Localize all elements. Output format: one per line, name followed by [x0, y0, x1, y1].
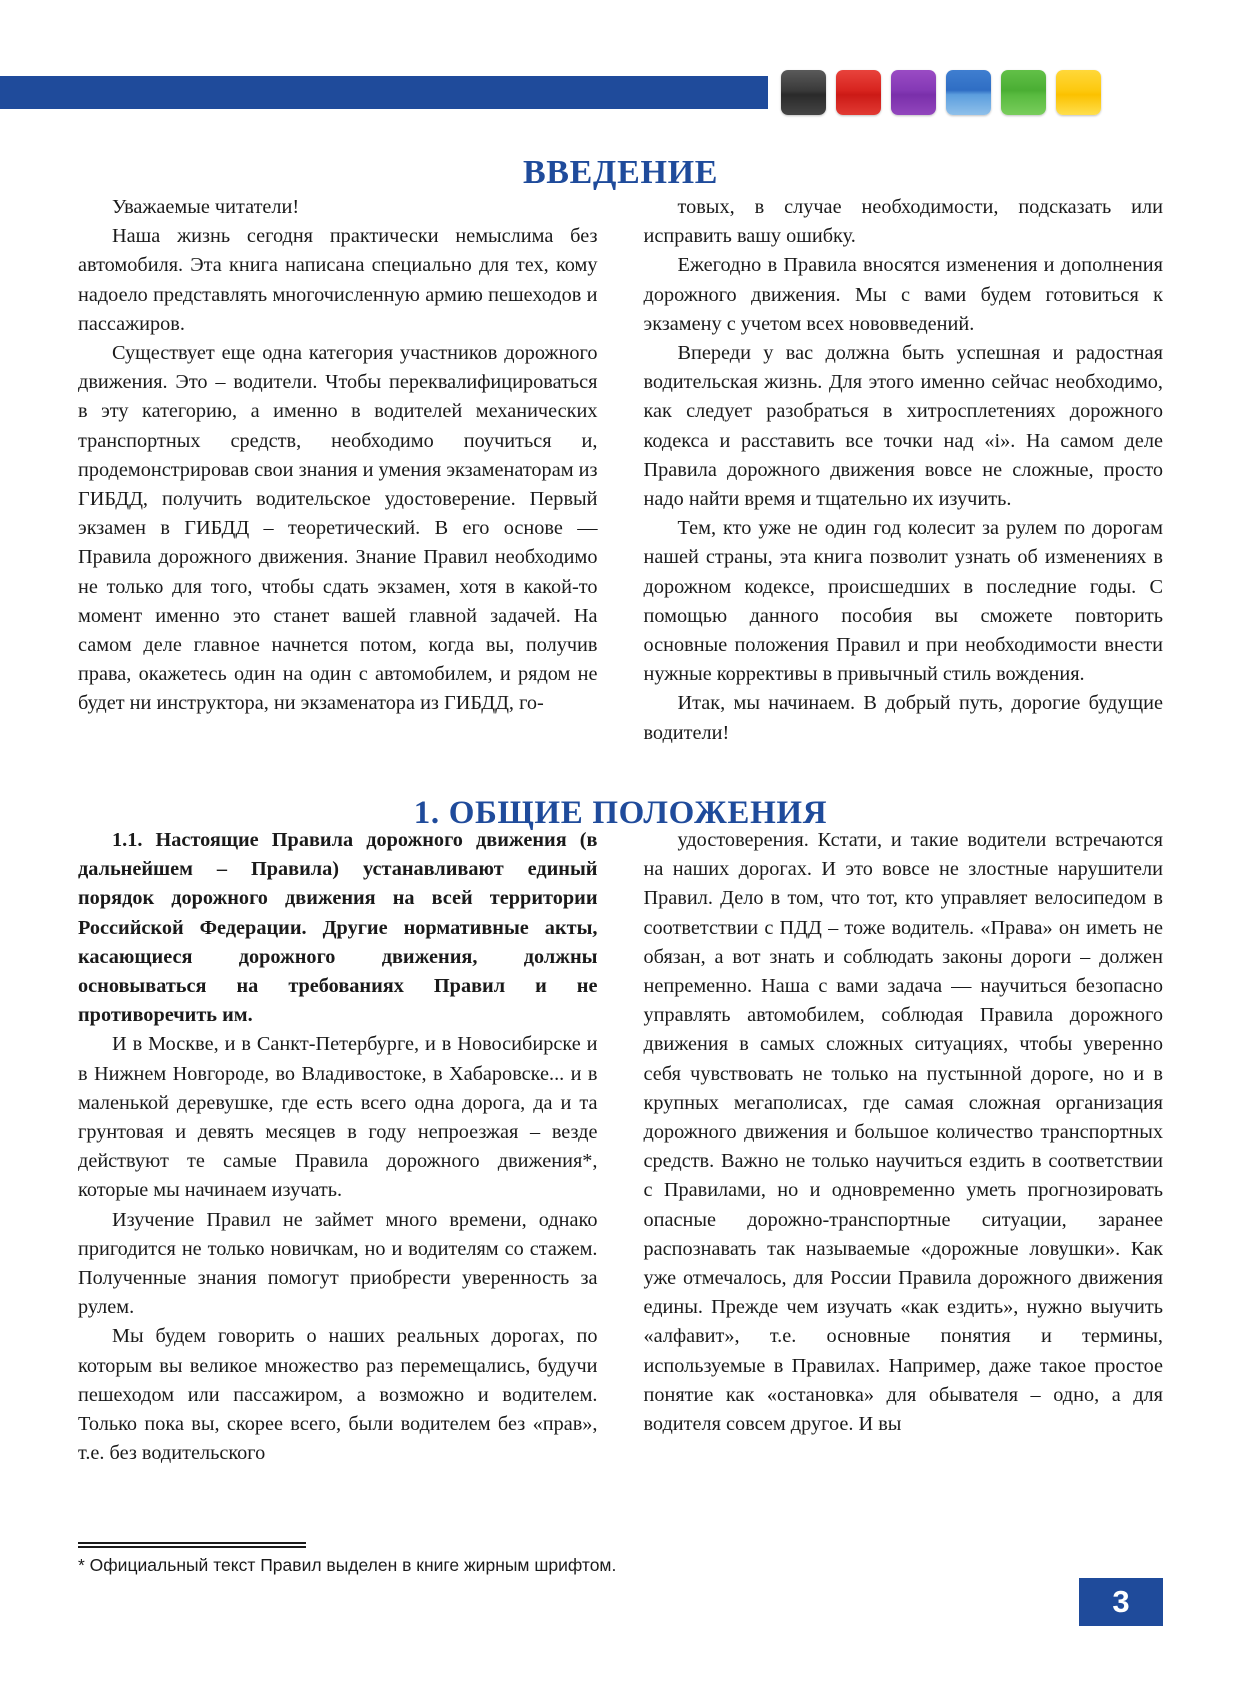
general-provisions-left-column — [78, 826, 598, 1468]
introduction-left-paragraph: Существует еще одна категория участников дорожного движения. Это – водители. Чтобы переквалифицироваться в эту категорию, а именно в водителей механических транспортных средств, необходимо поучиться и, продемонстрировав свои знания и умения экзаменаторам из ГИБДД, получить водительское удостоверение. Первый экзамен в ГИБДД – теоретический. В его основе — Правила дорожного движения. Знание Правил необходимо не только для того, чтобы сдать экзамен, хотя в какой-то момент именно это станет вашей главной задачей. На самом деле главное начнется потом, когда вы, получив права, окажетесь один на один с автомобилем, и рядом не будет ни инструктора, ни экзаменатора из ГИБДД, го- — [78, 342, 598, 715]
introduction-right-paragraph: Тем, кто уже не один год колесит за рулем по дорогам нашей страны, эта книга позволит узнать об изменениях в дорожном кодексе, происшедших в последние годы. С помощью данного пособия вы сможете повторить основные положения Правил и при необходимости внести нужные коррективы в привычный стиль вождения. — [643, 517, 1163, 686]
general-provisions-left-paragraph: И в Москве, и в Санкт-Петербурге, и в Новосибирске и в Нижнем Новгороде, во Владивостоке, в Хабаровске... и в маленькой деревушке, где есть всего одна дорога, да и та грунтовая и девять месяцев в году непроезжая – везде действуют те самые Правила дорожного движения*, которые мы начинаем изучать. — [78, 1033, 598, 1202]
swatch-dark-icon — [781, 70, 826, 115]
swatch-blue-icon — [946, 70, 991, 115]
general-provisions-columns — [78, 826, 1163, 1468]
footnote-divider — [78, 1542, 306, 1548]
swatch-red-icon — [836, 70, 881, 115]
swatch-purple-icon — [891, 70, 936, 115]
general-provisions-left-bold-paragraph: 1.1. Настоящие Правила дорожного движения (в дальнейшем – Правила) устанавливают единый порядок дорожного движения на всей территории Российской Федерации. Другие нормативные акты, касающиеся дорожного движения, должны основываться на требованиях Правил и не противоречить им. — [78, 829, 598, 1027]
header-band — [0, 76, 768, 109]
general-provisions-right-column — [644, 826, 1164, 1468]
swatch-yellow-icon — [1056, 70, 1101, 115]
swatch-green-icon — [1001, 70, 1046, 115]
footnote-text: * Официальный текст Правил выделен в книге жирным шрифтом. — [78, 1555, 617, 1575]
heading-general-provisions: 1. ОБЩИЕ ПОЛОЖЕНИЯ — [413, 795, 828, 832]
introduction-right-paragraph: Впереди у вас должна быть успешная и радостная водительская жизнь. Для этого именно сейчас необходимо, как следует разобраться в хитросплетениях дорожного кодекса и расставить все точки над «i». На самом деле Правила дорожного движения вовсе не сложные, просто надо найти время и тщательно их изучить. — [643, 342, 1163, 511]
page-number-badge: 3 — [1079, 1578, 1163, 1626]
color-swatch-row — [781, 70, 1101, 115]
introduction-left-paragraph: Наша жизнь сегодня практически немыслима без автомобиля. Эта книга написана специально для тех, кому надоело представлять многочисленную армию пешеходов и пассажиров. — [78, 225, 598, 335]
introduction-right-paragraph: Ежегодно в Правила вносятся изменения и дополнения дорожного движения. Мы с вами будем готовиться к экзамену с учетом всех нововведений. — [643, 254, 1163, 335]
general-provisions-left-paragraph: Мы будем говорить о наших реальных дорогах, по которым вы великое множество раз перемещались, будучи пешеходом или пассажиром, а возможно и водителем. Только пока вы, скорее всего, были водителем без «прав», т.е. без водительского — [78, 1325, 598, 1465]
general-provisions-left-paragraph: Изучение Правил не займет много времени, однако пригодится не только новичкам, но и водителям со стажем. Полученные знания помогут приобрести уверенность за рулем. — [78, 1208, 598, 1319]
general-provisions-right-paragraph: удостоверения. Кстати, и такие водители встречаются на наших дорогах. И это вовсе не злостные нарушители Правил. Дело в том, что тот, кто управляет велосипедом в соответствии с ПДД – тоже водитель. «Права» он иметь не обязан, а вот знать и соблюдать законы дороги – должен непременно. Наша с вами задача — научиться безопасно управлять автомобилем, соблюдая Правила дорожного движения в самых сложных ситуациях, чтобы уверенно себя чувствовать не только на пустынной дороге, но и в крупных мегаполисах, где самая сложная организация дорожного движения и большое количество транспортных средств. Важно не только научиться ездить в соответствии с Правилами, но и одновременно уметь прогнозировать опасные дорожно-транспортные ситуации, заранее распознавать так называемые «дорожные ловушки». Как уже отмечалось, для России Правила дорожного движения едины. Прежде чем изучать «как ездить», нужно выучить «алфавит», т.е. основные понятия и термины, используемые в Правилах. Например, даже такое простое понятие как «остановка» для обывателя – одно, а для водителя совсем другое. И вы — [643, 829, 1163, 1436]
introduction-right-column — [644, 193, 1164, 748]
introduction-left-paragraph: Уважаемые читатели! — [112, 196, 300, 218]
introduction-right-paragraph: товых, в случае необходимости, подсказать или исправить вашу ошибку. — [643, 196, 1163, 248]
introduction-left-column — [78, 193, 598, 748]
introduction-columns — [78, 193, 1163, 748]
introduction-right-paragraph: Итак, мы начинаем. В добрый путь, дорогие будущие водители! — [643, 692, 1163, 744]
heading-introduction: ВВЕДЕНИЕ — [522, 153, 719, 191]
